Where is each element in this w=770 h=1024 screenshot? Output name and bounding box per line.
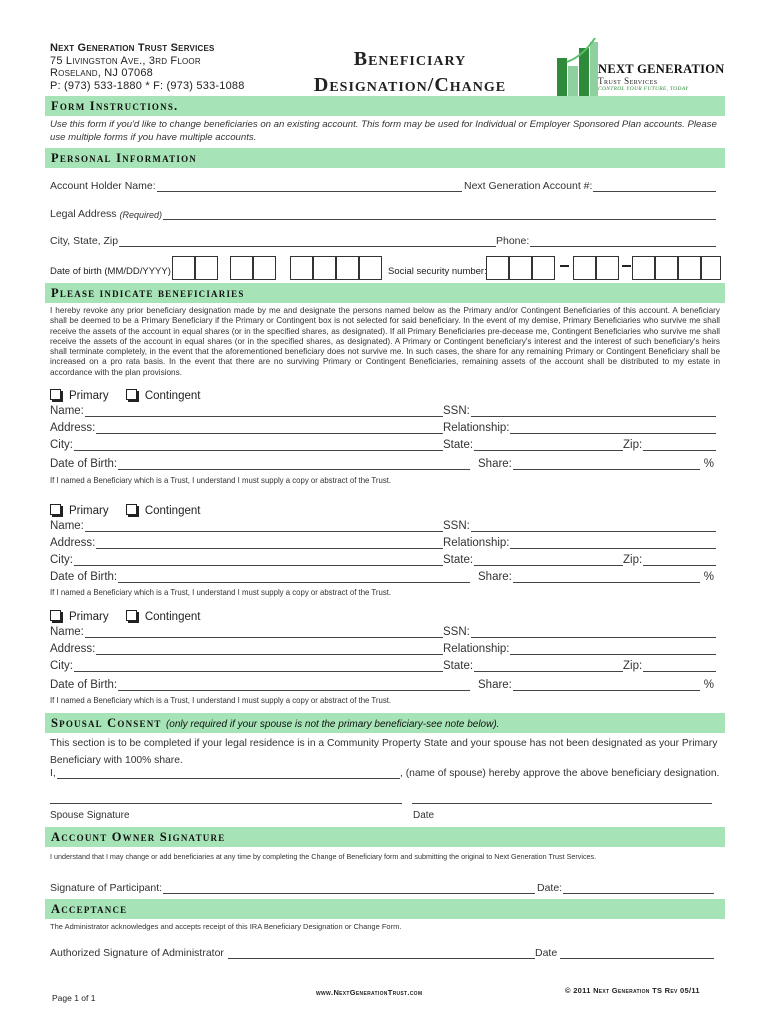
beneficiary-state-field[interactable] [443, 660, 623, 672]
title-line-2: Designation/Change [313, 74, 507, 96]
address-label: Address: [50, 422, 96, 434]
beneficiary-city-field[interactable] [50, 554, 443, 566]
phone-field[interactable] [496, 235, 716, 247]
dob-box[interactable] [253, 256, 276, 280]
participant-signature-label: Signature of Participant: [50, 882, 163, 894]
beneficiary-dob-field[interactable] [50, 571, 470, 583]
page-number: Page 1 of 1 [52, 993, 96, 1003]
beneficiary-type-row [50, 504, 200, 517]
ssn-box[interactable] [701, 256, 721, 280]
beneficiary-ssn-field[interactable] [443, 405, 716, 417]
legal-address-field[interactable] [50, 208, 716, 220]
account-owner-signature-heading: Account Owner Signature [45, 827, 725, 847]
address-label: Address: [50, 643, 96, 655]
account-holder-label: Account Holder Name: [50, 180, 156, 192]
trust-note: If I named a Beneficiary which is a Trust, I understand I must supply a copy or abstract of the Trust. [50, 476, 392, 485]
ssn-box[interactable] [509, 256, 532, 280]
contingent-checkbox[interactable] [126, 611, 201, 623]
participant-signature-field[interactable] [50, 882, 535, 894]
beneficiary-name-field[interactable] [50, 626, 443, 638]
beneficiary-share-field[interactable] [478, 571, 714, 583]
address-label: Address: [50, 537, 96, 549]
state-label: State: [443, 439, 474, 451]
beneficiary-address-field[interactable] [50, 643, 443, 655]
required-note: (Required) [119, 210, 163, 220]
beneficiary-ssn-field[interactable] [443, 626, 716, 638]
acceptance-text: The Administrator acknowledges and accepts receipt of this IRA Beneficiary Designation or Change Form. [50, 922, 402, 931]
dob-label: Date of birth (MM/DD/YYYY) [50, 266, 171, 277]
address-line-1: 75 Livingston Ave., 3rd Floor [50, 54, 201, 67]
beneficiary-state-field[interactable] [443, 554, 623, 566]
dob-box[interactable] [195, 256, 218, 280]
phone-fax: P: (973) 533-1880 * F: (973) 533-1088 [50, 79, 245, 92]
city-label: City: [50, 439, 73, 451]
relationship-label: Relationship: [443, 422, 510, 434]
account-holder-field[interactable] [50, 180, 462, 192]
beneficiary-relationship-field[interactable] [443, 537, 716, 549]
contingent-label: Contingent [144, 505, 201, 517]
beneficiary-city-field[interactable] [50, 439, 443, 451]
beneficiary-relationship-field[interactable] [443, 422, 716, 434]
ssn-box[interactable] [655, 256, 678, 280]
owner-signature-text: I understand that I may change or add beneficiaries at any time by completing the Change of Beneficiary form and submitting the original to Next Generation Trust Services. [50, 852, 597, 861]
administrator-date-field[interactable] [535, 947, 714, 959]
account-number-field[interactable] [464, 180, 716, 192]
contingent-checkbox[interactable] [126, 505, 201, 517]
dob-label: Date of Birth: [50, 571, 118, 583]
ssn-label: SSN: [443, 626, 470, 638]
city-label: City: [50, 554, 73, 566]
address-line-2: Roseland, NJ 07068 [50, 67, 153, 79]
spouse-date-label: Date [413, 810, 435, 821]
spouse-approval-text: , (name of spouse) hereby approve the above beneficiary designation. [400, 768, 720, 779]
beneficiary-dob-field[interactable] [50, 458, 470, 470]
spouse-signature-label: Spouse Signature [50, 810, 130, 821]
primary-label: Primary [69, 611, 109, 623]
spouse-date-line[interactable] [412, 803, 712, 804]
participant-date-field[interactable] [537, 882, 714, 894]
ssn-label: SSN: [443, 520, 470, 532]
dob-box[interactable] [336, 256, 359, 280]
administrator-date-label: Date [535, 947, 558, 959]
dob-label: Date of Birth: [50, 458, 118, 470]
share-label: Share: [478, 571, 512, 583]
dob-box[interactable] [359, 256, 382, 280]
spousal-consent-text: This section is to be completed if your legal residence is in a Community Property State and your spouse has not been designated as your Primary Beneficiary with 100% share. [50, 738, 718, 766]
trust-note: If I named a Beneficiary which is a Trust, I understand I must supply a copy or abstract of the Trust. [50, 696, 392, 705]
ssn-box[interactable] [678, 256, 701, 280]
zip-label: Zip: [623, 660, 643, 672]
logo-text [598, 62, 725, 92]
ssn-separator [560, 265, 569, 267]
i-label: I, [50, 768, 56, 779]
spousal-heading-note: (only required if your spouse is not the primary beneficiary-see note below). [165, 719, 500, 730]
ssn-box[interactable] [573, 256, 596, 280]
acceptance-heading: Acceptance [45, 899, 725, 919]
spousal-heading-text: Spousal Consent [51, 716, 162, 730]
beneficiary-address-field[interactable] [50, 537, 443, 549]
ssn-box[interactable] [486, 256, 509, 280]
beneficiary-ssn-field[interactable] [443, 520, 716, 532]
dob-box[interactable] [230, 256, 253, 280]
website-link[interactable]: www.NextGenerationTrust.com [316, 988, 423, 997]
relationship-label: Relationship: [443, 643, 510, 655]
dob-box[interactable] [313, 256, 336, 280]
primary-checkbox[interactable] [50, 505, 109, 517]
spouse-signature-line[interactable] [50, 803, 402, 804]
ssn-label: Social security number: [388, 266, 487, 277]
name-label: Name: [50, 626, 84, 638]
beneficiary-zip-field[interactable] [623, 660, 716, 672]
primary-checkbox[interactable] [50, 390, 109, 402]
beneficiary-address-field[interactable] [50, 422, 443, 434]
city-label: City: [50, 660, 73, 672]
participant-date-label: Date: [537, 882, 563, 894]
spousal-consent-heading [45, 713, 725, 733]
name-label: Name: [50, 520, 84, 532]
document-title [285, 46, 535, 98]
dob-box[interactable] [172, 256, 195, 280]
administrator-signature-label: Authorized Signature of Administrator [50, 947, 224, 959]
beneficiary-zip-field[interactable] [623, 439, 716, 451]
beneficiary-share-field[interactable] [478, 458, 714, 470]
account-number-label: Next Generation Account #: [464, 180, 593, 192]
beneficiary-relationship-field[interactable] [443, 643, 716, 655]
relationship-label: Relationship: [443, 537, 510, 549]
beneficiary-name-field[interactable] [50, 405, 443, 417]
dob-box[interactable] [290, 256, 313, 280]
ssn-separator [622, 265, 631, 267]
ssn-box[interactable] [532, 256, 555, 280]
zip-label: Zip: [623, 439, 643, 451]
administrator-signature-field[interactable] [50, 947, 535, 959]
beneficiary-dob-field[interactable] [50, 679, 470, 691]
percent-sign: % [703, 679, 714, 691]
beneficiary-type-row [50, 389, 200, 402]
share-label: Share: [478, 679, 512, 691]
contingent-label: Contingent [144, 611, 201, 623]
percent-sign: % [703, 458, 714, 470]
spouse-name-field[interactable] [50, 768, 400, 779]
city-state-zip-field[interactable] [50, 235, 496, 247]
beneficiary-revocation-paragraph: I hereby revoke any prior beneficiary designation made by me and designate the persons named below as the Primary and/or Contingent Beneficiaries of this account. A beneficiary shall be deemed to be a Primary Beneficiary if the Primary or Contingent box is not selected for said beneficiary. In the event of my demise, Primary Beneficiaries who survive me shall receive the assets of the account in equal shares (or in the specified shares, as designated). If all Primary Beneficiaries pre-decease me, Contingent Beneficiaries who survive me shall receive the assets of the account in equal shares (or in the specified shares, as designated). A Primary or Contingent beneficiary's interest and the interest of such beneficiary's heirs shall terminate completely, in the event that the aforementioned beneficiary does not survive me. In such cases, the share for any remaining Primary or Contingent Beneficiary shall be increased on a pro rata basis. In the event that there are no surviving Primary or Contingent Beneficiaries, remaining assets of the account shall be distributed to my estate in accordance with the plan provisions. [50, 306, 720, 377]
beneficiary-state-field[interactable] [443, 439, 623, 451]
ssn-label: SSN: [443, 405, 470, 417]
title-line-1: Beneficiary [353, 48, 467, 70]
beneficiary-type-row [50, 610, 200, 623]
contingent-checkbox[interactable] [126, 390, 201, 402]
beneficiaries-heading: Please indicate beneficiaries [45, 283, 725, 303]
ssn-box[interactable] [632, 256, 655, 280]
name-label: Name: [50, 405, 84, 417]
trust-note: If I named a Beneficiary which is a Trust, I understand I must supply a copy or abstract of the Trust. [50, 588, 392, 597]
share-label: Share: [478, 458, 512, 470]
legal-address-label: Legal Address [50, 208, 117, 220]
zip-label: Zip: [623, 554, 643, 566]
instructions-text: Use this form if you'd like to change beneficiaries on an existing account. This form may be used for Individual or Employer Sponsored Plan accounts. Please use multiple forms if you have multiple accounts. [50, 119, 717, 143]
phone-label: Phone: [496, 235, 530, 247]
state-label: State: [443, 660, 474, 672]
beneficiary-share-field[interactable] [478, 679, 714, 691]
company-name: Next Generation Trust Services [50, 42, 215, 54]
beneficiary-zip-field[interactable] [623, 554, 716, 566]
ssn-box[interactable] [596, 256, 619, 280]
copyright-revision: © 2011 Next Generation TS Rev 05/11 [565, 986, 700, 995]
logo-name: NEXT GENERATION [598, 62, 725, 76]
logo-tagline: CONTROL YOUR FUTURE, TODAY [598, 86, 689, 92]
primary-checkbox[interactable] [50, 611, 109, 623]
form-instructions-heading: Form Instructions. [45, 96, 725, 116]
logo-sub: Trust Services [598, 76, 658, 86]
beneficiary-city-field[interactable] [50, 660, 443, 672]
state-label: State: [443, 554, 474, 566]
city-state-zip-label: City, State, Zip [50, 235, 119, 247]
company-address-block [50, 42, 245, 92]
dob-label: Date of Birth: [50, 679, 118, 691]
beneficiary-name-field[interactable] [50, 520, 443, 532]
primary-label: Primary [69, 390, 109, 402]
personal-information-heading: Personal Information [45, 148, 725, 168]
contingent-label: Contingent [144, 390, 201, 402]
percent-sign: % [703, 571, 714, 583]
primary-label: Primary [69, 505, 109, 517]
